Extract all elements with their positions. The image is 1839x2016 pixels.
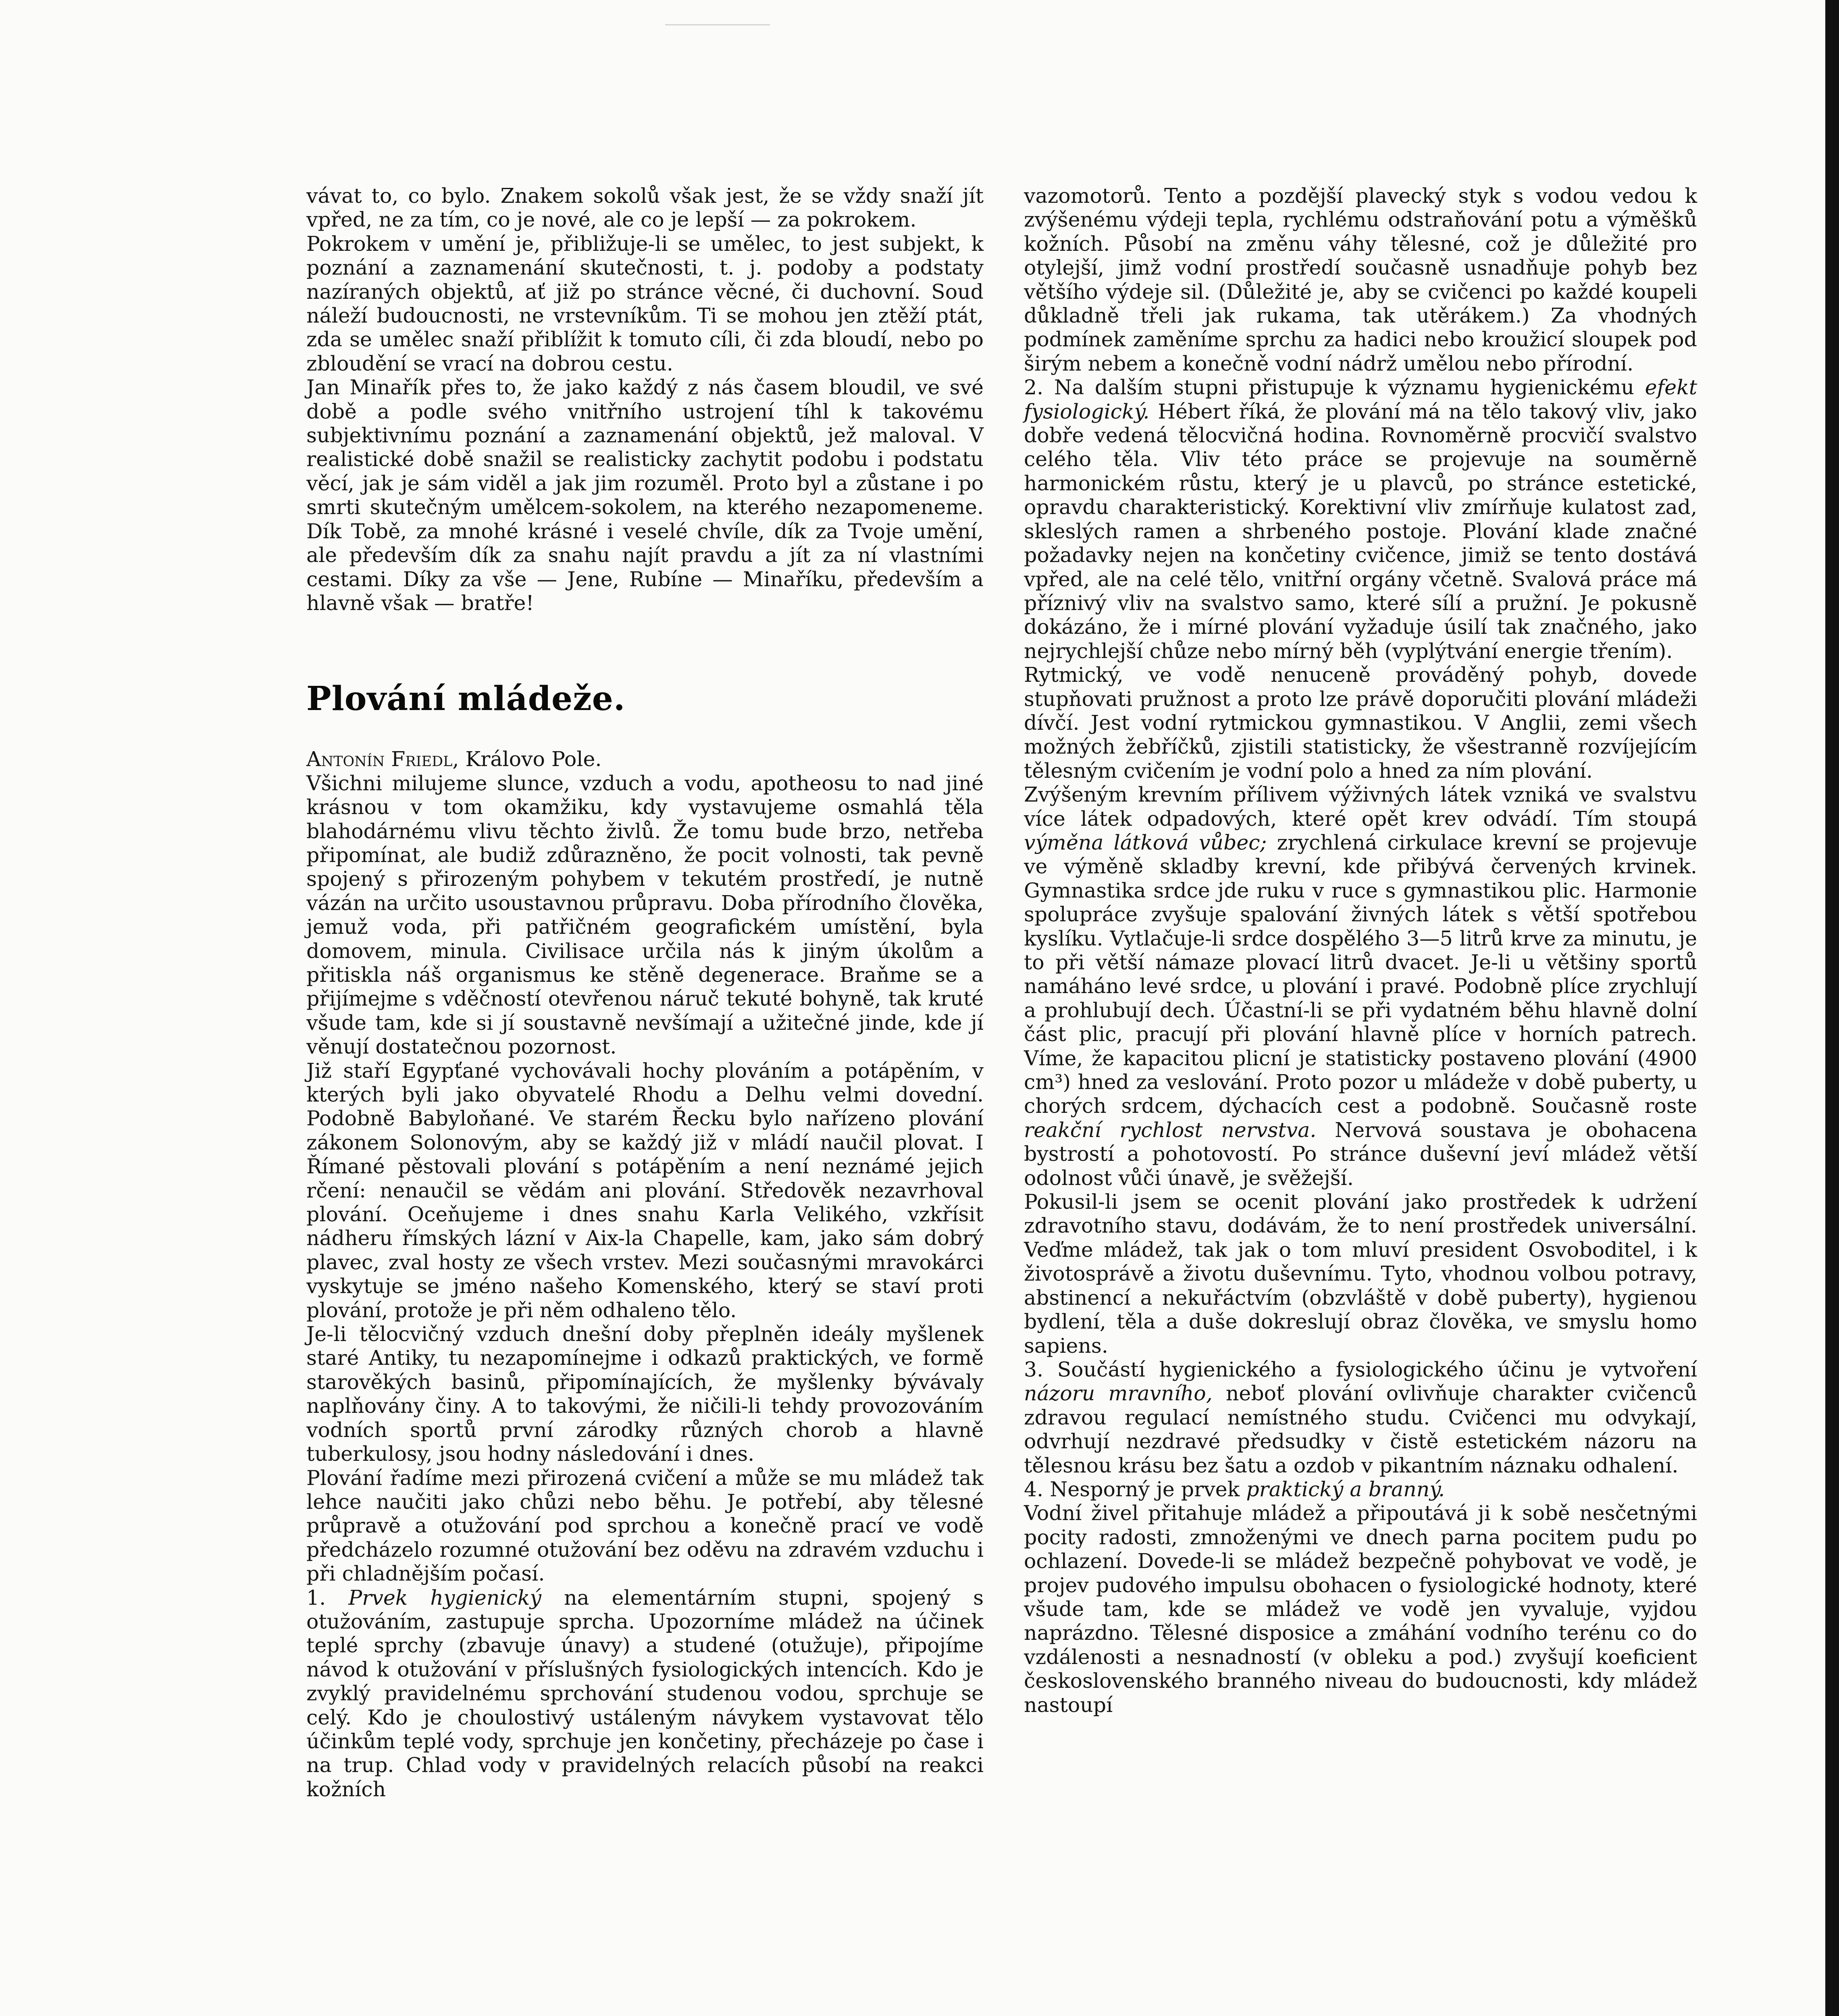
p4-end: Nervová soustava je obohacena bystrostí a pohotovostí. Po stránce duševní jeví mládež větší odolnost vůči únavě, je svěžejší. [1024, 1118, 1697, 1190]
scan-border-right [1825, 0, 1839, 2016]
point-1-paragraph [306, 1586, 984, 1801]
left-column [306, 184, 984, 1801]
point-2-term: efekt fysiologický. [1024, 375, 1697, 423]
right-paragraph-1: vazomotorů. Tento a pozdější plavecký styk s vodou vedou k zvýšenému výdeji tepla, rychlému odstraňování potu a výměšků kožních. Působí na změnu váhy tělesné, což je důležité pro otylejší, jimž vodní prostředí současně usnadňuje pohyb bez většího výdeje sil. (Důležité je, aby se cvičenci po každé koupeli důkladně třeli jak rukama, tak utěrákem.) Za vhodných podmínek zaměníme sprchu za hadici nebo kroužicí sloupek pod širým nebem a konečně vodní nádrž umělou nebo přírodní. [1024, 184, 1697, 375]
point-3-prefix: 3. Součástí hygienického a fysiologického účinu je vytvoření [1024, 1357, 1697, 1381]
p4-prefix: Zvýšeným krevním přílivem výživných látek vzniká ve svalstvu více látek odpadových, které opět krev odvádí. Tím stoupá [1024, 783, 1697, 831]
byline [306, 747, 984, 771]
author-name: Antonín Friedl, [306, 747, 459, 771]
p4-term: výměna látková vůbec; [1024, 830, 1267, 854]
point-3-term: názoru mravního, [1024, 1381, 1213, 1406]
right-column [1024, 184, 1697, 1717]
point-1-term: Prvek hygienický [348, 1585, 541, 1610]
p4-mid: zrychlená cirkulace krevní se projevuje ve výměně skladby krevní, kde přibývá červených krvinek. Gymnastika srdce jde ruku v ruce s gymnastikou plic. Harmonie spolupráce zvyšuje spalování živných látek s větší spotřebou kyslíku. Vytlačuje-li srdce dospělého 3—5 litrů krve za minutu, je to při větší námaze plovací litrů dvacet. Je-li u většiny sportů namáháno levé srdce, u plování i pravé. Podobně plíce zrychlují a prohlubují dech. Účastní-li se při vydatném běhu hlavně dolní část plic, pracují při plování hlavně plíce v horních patrech. Víme, že kapacitou plicní je statisticky postaveno plování (4900 cm³) hned za veslování. Proto pozor u mládeže v době puberty, u chorých srdcem, dýchacích cest a podobně. Současně roste [1024, 830, 1697, 1118]
p4-term-2: reakční rychlost nervstva. [1024, 1118, 1317, 1142]
intro-paragraph-2: Pokrokem v umění je, přibližuje-li se umělec, to jest subjekt, k poznání a zaznamenání skutečnosti, t. j. podoby a podstaty nazíraných objektů, ať již po stránce věcné, či duchovní. Soud náleží budoucnosti, ne vrstevníkům. Ti se mohou jen ztěží ptát, zda se umělec snaží přiblížit k tomuto cíli, či zda bloudí, nebo po zbloudění se vrací na dobrou cestu. [306, 231, 984, 375]
point-3-text: neboť plování ovlivňuje charakter cvičenců zdravou regulací nemístného studu. Cvičenci mu odvykají, odvrhují nezdravé předsudky v čistě estetickém názoru na tělesnou krásu bez šatu a ozdob v pikantním náznaku odhalení. [1024, 1381, 1697, 1477]
article-title: Plování mládeže. [306, 679, 626, 719]
right-paragraph-5: Pokusil-li jsem se ocenit plování jako prostředek k udržení zdravotního stavu, dodávám, že to není prostředek universální. Veďme mládež, tak jak o tom mluví president Osvoboditel, i k životosprávě a životu duševnímu. Tyto, vhodnou volbou potravy, abstinencí a nekuřáctvím (obzvláště v době puberty), hygienou bydlení, těla a duše dokreslují obraz člověka, ve smyslu homo sapiens. [1024, 1190, 1697, 1358]
article-paragraph-2: Již staří Egypťané vychovávali hochy plováním a potápěním, v kterých byli jako obyvatelé Rhodu a Delhu velmi dovední. Podobně Babyloňané. Ve starém Řecku bylo nařízeno plování zákonem Solonovým, aby se každý již v mládí naučil plovat. I Římané pěstovali plování s potápěním a není neznámé jejich rčení: nenaučil se vědám ani plování. Středověk nezavrhoval plování. Oceňujeme i dnes snahu Karla Velikého, vzkřísit nádheru římských lázní v Aix-la Chapelle, kam, jako sám dobrý plavec, zval hosty ze všech vrstev. Mezi současnými mravokárci vyskytuje se jméno našeho Komenského, který se staví proti plování, protože je při něm odhaleno tělo. [306, 1058, 984, 1322]
intro-paragraph-1: vávat to, co bylo. Znakem sokolů však jest, že se vždy snaží jít vpřed, ne za tím, co je nové, ale co je lepší — za pokrokem. [306, 184, 984, 232]
point-4-term: praktický a branný. [1246, 1477, 1445, 1501]
article-paragraph-1: Všichni milujeme slunce, vzduch a vodu, apotheosu to nad jiné krásnou v tom okamžiku, kdy vystavujeme osmahlá těla blahodárnému vlivu těchto živlů. Že tomu bude brzo, netřeba připomínat, ale budiž zdůrazněno, že pocit volnosti, tak pevně spojený s přirozeným pohybem v tekutém prostředí, je nutně vázán na určito usoustavnou průpravu. Doba přírodního člověka, jemuž voda, při patřičném geografickém umístění, byla domovem, minula. Civilisace určila nás k jiným úkolům a přitiskla náš organismus ke stěně degenerace. Braňme se a přijímejme s vděčností otevřenou náruč tekuté bohyně, tak kruté všude tam, kde si jí soustavně nevšímají a užitečné jinde, kde jí věnují dostatečnou pozornost. [306, 771, 984, 1059]
point-3-paragraph [1024, 1358, 1697, 1477]
scan-artifact [665, 0, 770, 25]
article-paragraph-3: Je-li tělocvičný vzduch dnešní doby přeplněn ideály myšlenek staré Antiky, tu nezapomínejme i odkazů praktických, ve formě starověkých basinů, připomínajících, že myšlenky bývávaly naplňovány činy. A to takovými, že ničili-li tehdy provozováním vodních sportů první zárodky různých chorob a hlavně tuberkulosy, jsou hodny následování i dnes. [306, 1322, 984, 1466]
author-place: Královo Pole. [459, 747, 602, 771]
point-4-prefix: 4. Nesporný je prvek [1024, 1477, 1246, 1501]
point-1-prefix: 1. [306, 1585, 349, 1610]
point-2-text: Hébert říká, že plování má na tělo takový vliv, jako dobře vedená tělocvičná hodina. Rovnoměrně procvičí svalstvo celého těla. Vliv této práce se projevuje na souměrně harmonickém růstu, který je u plavců, po stránce estetické, opravdu charakteristický. Korektivní vliv zmírňuje kulatost zad, skleslých ramen a shrbeného postoje. Plování klade značné požadavky nejen na končetiny cvičence, jimiž se tento dostává vpřed, ale na celé tělo, vnitřní orgány včetně. Svalová práce má příznivý vliv na svalstvo samo, které sílí a pružní. Je pokusně dokázáno, že i mírné plování vyžaduje úsilí tak značného, jako nejrychlejší chůze nebo mírný běh (vyplýtvání energie třením). [1024, 399, 1697, 663]
intro-paragraph-3: Jan Minařík přes to, že jako každý z nás časem bloudil, ve své době a podle svého vnitřního ustrojení tíhl k takovému subjektivnímu poznání a zaznamenání objektů, jež maloval. V realistické době snažil se realisticky zachytit podobu i podstatu věcí, jak je sám viděl a jak jim rozuměl. Proto byl a zůstane i po smrti skutečným umělcem-sokolem, na kterého nezapomeneme. Dík Tobě, za mnohé krásné i veselé chvíle, dík za Tvoje umění, ale především dík za snahu najít pravdu a jít za ní vlastními cestami. Díky za vše — Jene, Rubíne — Minaříku, především a hlavně však — bratře! [306, 375, 984, 615]
right-paragraph-8: Vodní živel přitahuje mládež a připoutává ji k sobě nesčetnými pocity radosti, zmnoženými ve dnech parna pocitem pudu po ochlazení. Dovede-li se mládež bezpečně pohybovat ve vodě, je projev pudového impulsu obohacen o fysiologické hodnoty, které všude tam, kde se mládež ve vodě jen vyvaluje, vyjdou naprázdno. Tělesné disposice a zmáhání vodního terénu co do vzdálenosti a nesnadností (v obleku a pod.) zvyšují koeficient československého branného niveau do budoucnosti, kdy mládež nastoupí [1024, 1501, 1697, 1717]
point-2-paragraph [1024, 375, 1697, 663]
right-paragraph-3: Rytmický, ve vodě nenuceně prováděný pohyb, dovede stupňovati pružnost a proto lze právě doporučiti plování mládeži dívčí. Jest vodní rytmickou gymnastikou. V Anglii, zemi všech možných žebříčků, zjistili statisticky, že všestranně rozvíjejícím tělesným cvičením je vodní polo a hned za ním plování. [1024, 663, 1697, 783]
point-2-prefix: 2. Na dalším stupni přistupuje k významu hygienickému [1024, 375, 1645, 400]
article-paragraph-4: Plování řadíme mezi přirozená cvičení a může se mu mládež tak lehce naučiti jako chůzi nebo běhu. Je potřebí, aby tělesné průpravě a otužování pod sprchou a konečně prací ve vodě předcházelo rozumné otužování bez oděvu na zdravém vzduchu i při chladnějším počasí. [306, 1466, 984, 1586]
right-paragraph-4 [1024, 783, 1697, 1190]
point-4-paragraph [1024, 1477, 1697, 1501]
point-1-text: na elementárním stupni, spojený s otužováním, zastupuje sprcha. Upozorníme mládež na účinek teplé sprchy (zbavuje únavy) a studené (otužuje), připojíme návod k otužování v příslušných fysiologických intencích. Kdo je zvyklý pravidelnému sprchování studenou vodou, sprchuje se celý. Kdo je choulostivý ustáleným návykem vystavovat tělo účinkům teplé vody, sprchuje jen končetiny, přecházeje po čase i na trup. Chlad vody v pravidelných relacích působí na reakci kožních [306, 1585, 984, 1801]
